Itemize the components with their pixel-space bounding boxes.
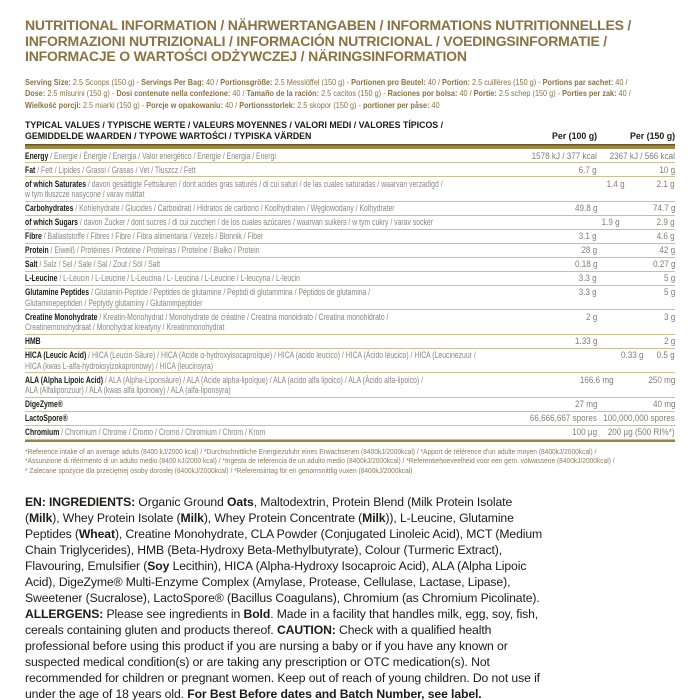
serving-line-2: Dose: 2.5 misurini (150 g) - Dosi contenute nella confezione: 40 / Tamaño de la ración: 2.5 cacitos (150 g) - Raciones por bolsa: 40 / Portie: 2.5 schep (150 g) - Porties per zak: 40 / xyxy=(25,88,631,98)
row-value-per-100g: 100 µg xyxy=(572,427,597,437)
row-label-line-1: HICA (Leucic Acid) / HICA (Leucin-Säure) / HICA (Acide α-hydroxyisocaproïque) / HICA (acido leucico) / HICA (Ácido léucico) / HICA (Leucinezuur / xyxy=(25,350,476,360)
table-row xyxy=(25,398,675,412)
row-value-per-150g: 0.27 g xyxy=(652,259,675,269)
table-row xyxy=(25,272,675,286)
row-label xyxy=(25,203,499,214)
column-header-per-150g: Per (150 g) xyxy=(630,131,675,141)
table-row xyxy=(25,163,675,177)
row-value-per-150g: 3 g xyxy=(663,311,675,322)
column-header-per-100g: Per (100 g) xyxy=(552,131,597,141)
row-label-line-1: Protein / Eiweiß / Protéines / Proteine / Proteínas / Proteïne / Białko / Protein xyxy=(25,245,260,255)
table-body xyxy=(25,149,675,440)
row-value-per-150g: 2.1 g xyxy=(656,178,675,189)
row-label-line-1: ALA (Alpha Lipoic Acid) / ALA (Alpha-Liponsäure) / ALA (Acide alpha-lipoïque) / ALA (acido alfa lipoico) / ALA (Ácido alfa-lipoico) / xyxy=(25,374,424,385)
table-row xyxy=(25,216,675,230)
row-label xyxy=(25,413,497,424)
row-label-line-1: Energy / Energie / Énergie / Energia / Valor energético / Energie / Energia / Energi xyxy=(25,150,276,161)
row-value-per-150g: 2 g xyxy=(663,336,675,346)
typical-values-heading xyxy=(25,120,497,142)
table-row xyxy=(25,258,675,272)
row-value-per-150g: 250 mg xyxy=(648,374,675,385)
row-value-per-100g: 0.18 g xyxy=(574,259,597,269)
serving-line-3: Wielkość porcji: 2.5 miarki (150 g) - Porcje w opakowaniu: 40 / Portionsstorlek: 2.5 skopor (150 g) - portioner per påse: 40 xyxy=(25,99,440,110)
row-value-per-100g: 27 mg xyxy=(574,399,597,409)
row-label xyxy=(25,245,497,256)
row-label-line-1: Fat / Fett / Lipides / Grassi / Grasas / Vet / Tłuszcz / Fett xyxy=(25,164,196,175)
row-label xyxy=(25,287,497,308)
table-row xyxy=(25,349,675,374)
row-label xyxy=(25,399,497,410)
serving-info xyxy=(25,77,675,112)
footnote-line-3: * Zalecane spożycie dla przeciętnej osoby dorosłej (8400kJ/2000kcal) / *Referensintag för en genomsnittlig vuxen (8400kJ/2000kcal) xyxy=(25,466,413,476)
row-label xyxy=(25,350,603,371)
row-label xyxy=(25,375,535,396)
row-value-per-100g: 2 g xyxy=(585,311,597,322)
row-value-per-100g: 3.3 g xyxy=(578,287,597,297)
table-row xyxy=(25,177,675,202)
row-label-line-1: LactoSpore® xyxy=(25,413,68,423)
row-value-per-150g: 42 g xyxy=(659,245,675,255)
table-row xyxy=(25,373,675,398)
table-row xyxy=(25,426,675,440)
table-row xyxy=(25,412,675,426)
row-value-per-150g: 100,000,000 spores xyxy=(603,413,675,423)
title-line-3: INFORMACJE O WARTOŚCI ODŻYWCZEJ / NÄRINGSINFORMATION xyxy=(25,48,467,64)
row-label-line-1: HMB xyxy=(25,336,41,346)
serving-line-1: Serving Size: 2.5 Scoops (150 g) - Servings Per Bag: 40 / Portionsgröße: 2.5 Messlöffel (150 g) - Portionen pro Beutel: 40 / Portion: 2.5 cuillères (150 g) - Portions par sachet: 40 / xyxy=(25,76,628,87)
row-label-line-1: Chromium / Chromium / Chrome / Cromo / Cromo / Chromium / Chrom / Krom xyxy=(25,427,266,437)
row-label xyxy=(25,312,497,333)
row-value-per-100g: 6.7 g xyxy=(578,164,597,175)
title-line-1: NUTRITIONAL INFORMATION / NÄHRWERTANGABEN / INFORMATIONS NUTRITIONNELLES / xyxy=(25,17,632,33)
table-row xyxy=(25,230,675,244)
table-row xyxy=(25,310,675,335)
row-value-per-100g: 1578 kJ / 377 kcal xyxy=(531,150,597,161)
table-row xyxy=(25,286,675,311)
row-label xyxy=(25,165,497,176)
row-label-line-2: HICA (kwas L-alfa-hydroksyizokapronowy) / HICA (leucinsyra) xyxy=(25,360,213,371)
footnote-line-1: *Reference intake of an average adults (8400 kJ/2000 kcal) / *Durchschnittliche Energiezufuhr eines Erwachsenen (8400kJ/2000kcal) / *Apport de référence d'un adulte moyen (8400kJ/2000kcal) / xyxy=(25,446,597,456)
table-row xyxy=(25,244,675,258)
row-value-per-100g: 1.33 g xyxy=(574,336,597,346)
page-title xyxy=(25,18,675,65)
row-label xyxy=(25,336,497,347)
row-label-line-1: Fibre / Ballaststoffe / Fibres / Fibre / Fibra alimentaria / Vezels / Błonnik / Fiber xyxy=(25,231,264,241)
row-label xyxy=(25,151,497,162)
row-value-per-150g: 4.6 g xyxy=(656,231,675,241)
row-label-line-1: of which Sugars / davon Zucker / dont sucres / di cui zuccheri / de los cuales azúcares / waarvan suikers / w tym cukry / varav socker xyxy=(25,217,434,227)
row-label xyxy=(25,273,497,284)
row-label xyxy=(25,231,497,242)
row-value-per-100g: 3.1 g xyxy=(578,231,597,241)
row-value-per-150g: 0.5 g xyxy=(656,350,675,360)
row-value-per-100g: 3.3 g xyxy=(578,273,597,283)
row-label-line-2: ALA (Alfaliponzuur) / ALA (kwas alfa liponowy) / ALA (alfa-liponsyra) xyxy=(25,385,231,395)
typical-values-line-1: TYPICAL VALUES / TYPISCHE WERTE / VALEURS MOYENNES / VALORI MEDI / VALORES TÍPICOS / xyxy=(25,120,444,130)
row-value-per-100g: 0.33 g xyxy=(620,350,644,360)
row-value-per-150g: 10 g xyxy=(659,164,675,175)
row-value-per-100g: 66,666,667 spores xyxy=(529,413,597,423)
title-line-2: INFORMAZIONI NUTRIZIONALI / INFORMACIÓN NUTRICIONAL / VOEDINGSINFORMATIE / xyxy=(25,32,607,49)
row-label-line-2: Glutaminepeptiden / Peptydy glutaminy / Glutaminpeptider xyxy=(25,297,203,308)
row-label xyxy=(25,179,560,200)
row-value-per-150g: 2.9 g xyxy=(656,217,675,227)
table-row xyxy=(25,202,675,216)
row-label xyxy=(25,217,548,228)
typical-values-line-2: GEMIDDELDE WAARDEN / TYPOWE WARTOŚCI / TYPISKA VÄRDEN xyxy=(25,131,312,141)
table-row xyxy=(25,335,675,349)
row-label-line-1: Creatine Monohydrate / Kreatin-Monohydrat / Monohydrate de créatine / Creatina monoidrato / Creatina monohidrato / xyxy=(25,311,389,322)
row-value-per-150g: 74.7 g xyxy=(652,203,675,213)
row-value-per-100g: 49.8 g xyxy=(575,203,598,213)
row-value-per-100g: 28 g xyxy=(581,245,597,255)
row-label-line-1: of which Saturates / davon gesättigte Fettsäuren / dont acides gras saturés / di cui saturi / de las cuales saturadas / waarvan verzadigd / xyxy=(25,178,443,189)
row-label-line-1: DigeZyme® xyxy=(25,399,63,409)
footnote-line-2: *Assunzione di riferimento di un adulto medio (8400 kJ/2000 kcal) / *Ingesta de referencia de un adulto medio (8400kJ/2000kcal) / *Referentiehoeveelheid voor een gem. volwassene (8400kJ/2000kcal) / xyxy=(25,456,615,466)
row-value-per-150g: 5 g xyxy=(663,273,675,283)
row-label-line-2: Creatinemonohydraat / Monohydrat kreatyny / Kreatinmonohydrat xyxy=(25,322,225,332)
row-label xyxy=(25,259,497,270)
row-value-per-150g: 200 µg (500 RI%*) xyxy=(608,427,675,437)
row-value-per-150g: 40 mg xyxy=(652,399,675,409)
nutrition-table xyxy=(25,120,675,442)
row-value-per-100g: 1.9 g xyxy=(601,217,620,227)
table-header xyxy=(25,120,675,142)
row-label-line-1: L-Leucine / L-Leucin / L-Leucine / L-Leucina / L- Leucina / L-Leucine / L-leucyna / L-leucin xyxy=(25,273,300,283)
row-label-line-2: w tym tłuszcze nasycone / varav mättat xyxy=(25,189,145,199)
row-value-per-150g: 2367 kJ / 566 kcal xyxy=(609,150,675,161)
row-label-line-1: Carbohydrates / Kohlehydrate / Glucides / Carboidrati / Hidratos de carbono / Koolhydraten / Węglowodany / Kolhydrater xyxy=(25,203,395,213)
reference-intake-footnote xyxy=(25,447,675,476)
row-label xyxy=(25,427,497,438)
ingredients-text: EN: INGREDIENTS: Organic Ground Oats, Maltodextrin, Protein Blend (Milk Protein Isolate (Milk), Whey Protein Isolate (Milk), Whey Protein Concentrate (Milk)), L-Leucine, Glutamine Peptides (Wheat), Creatine Monohydrate, CLA Powder (Conjugated Linoleic Acid), MCT (Medium Chain Triglycerides), HMB (Beta-Hydroxy Beta-Methylbutyrate), Colour (Turmeric Extract), Flavouring, Emulsifier (Soy Lecithin), HICA (Alpha-Hydroxy Isocaproic Acid), ALA (Alpha Lipoic Acid), DigeZyme® Multi-Enzyme Complex (Amylase, Protease, Cellulase, Lactase, Lipase), Sweetener (Sucralose), LactoSpore® (Bacillus Coagulans), Chromium (as Chromium Picolinate). ALLERGENS: Please see ingredients in Bold. Made in a facility that handles milk, egg, soy, fish, cereals containing gluten and products thereof. CAUTION: Check with a qualified health professional before using this product if you are nursing a baby or if you have any known or suspected medical condition(s) or are taking any prescription or OTC medication(s). Not recommended for children or pregnant women. Keep out of reach of young children. Do not use if under the age of 18 years old. For Best Before dates and Batch Number, see label. xyxy=(25,494,543,700)
row-label-line-1: Glutamine Peptides / Glutamin-Peptide / Peptides de glutamine / Peptidi di glutammina / Péptidos de glutamina / xyxy=(25,287,371,297)
row-value-per-150g: 5 g xyxy=(663,287,675,297)
row-value-per-100g: 166.6 mg xyxy=(580,374,614,385)
row-label-line-1: Salt / Salz / Sel / Sale / Sal / Zout / Sól / Salt xyxy=(25,259,161,269)
table-bottom-divider xyxy=(25,440,675,442)
table-row xyxy=(25,149,675,163)
row-value-per-100g: 1.4 g xyxy=(606,178,625,189)
